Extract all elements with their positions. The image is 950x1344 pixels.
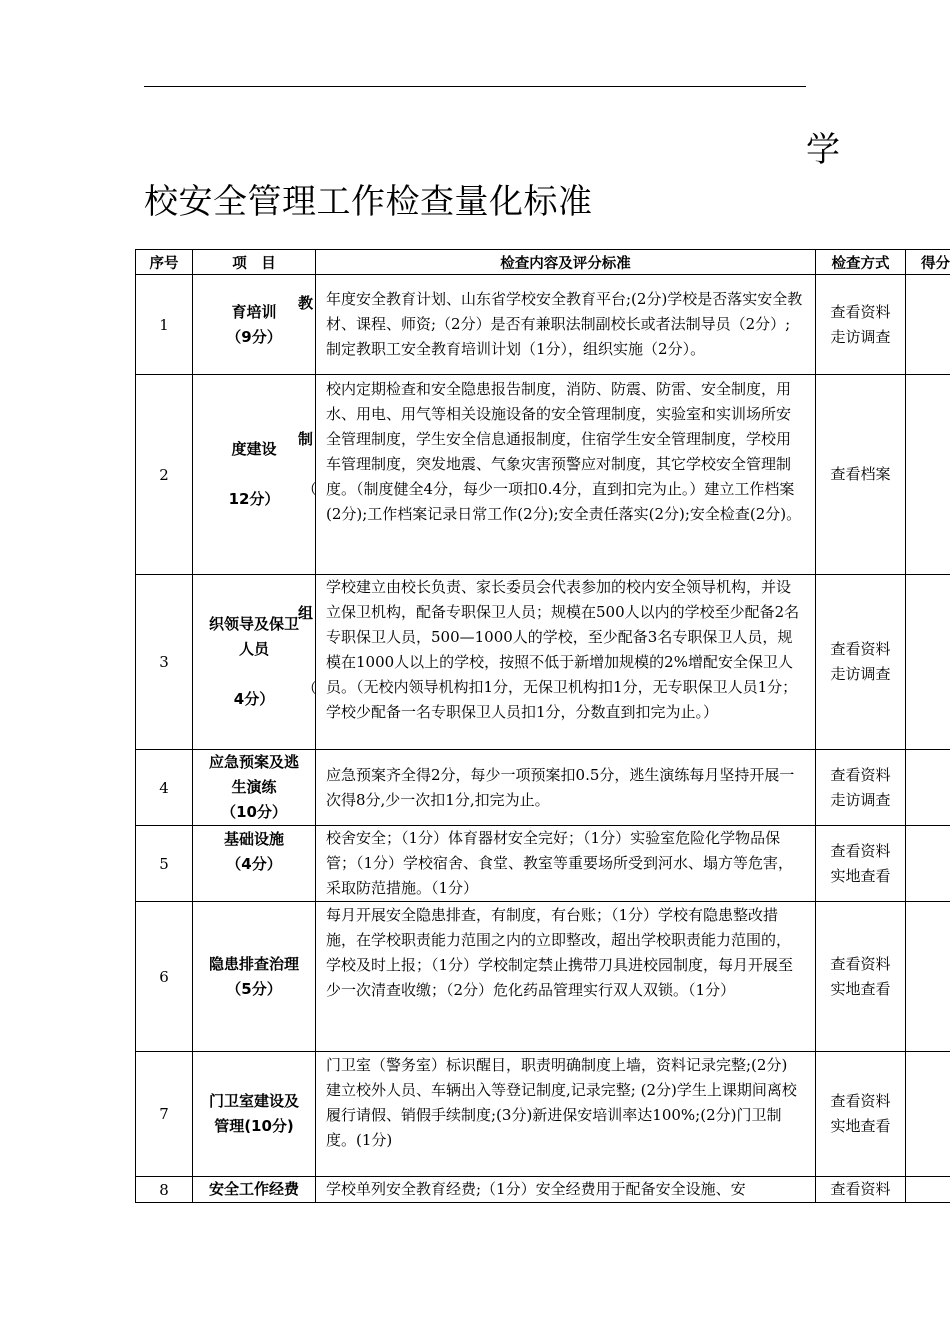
row-item-line: 育培训 [231,302,277,321]
row-method-line: 查看资料 [830,640,891,658]
row-score [906,750,950,826]
row-method-line: 走访调查 [830,665,891,683]
table-header-row [136,250,950,275]
row-content [316,826,816,902]
page-title: 校安全管理工作检查量化标准 [144,182,593,222]
row-content [316,1177,816,1203]
row-item-line: 织领导及保卫 [208,615,299,633]
row-item-line: 度建设 [231,440,277,458]
row-content [316,1052,816,1177]
table-row [136,1177,950,1203]
row-item-line: （4分） [226,855,282,873]
row-score [906,826,950,902]
row-serial: 3 [136,575,193,750]
row-serial: 2 [136,375,193,575]
row-method-line: 查看资料 [830,302,891,321]
row-item-line: 4分） [233,690,275,708]
row-content-text: 校内定期检查和安全隐患报告制度，消防、防震、防雷、安全制度，用水、用电、用气等相关设施设备的安全管理制度，实验室和实训场所安全管理制度，学生安全信息通报制度，住宿学生安全管理制度，学校用车管理制度，突发地震、气象灾害预警应对制度，其它学校安全管理制度。（制度健全4分，每少一项扣0.4分，直到扣完为止。）建立工作档案(2分);工作档案记录日常工作(2分);安全责任落实(2分);安全检查(2分)。 [326,380,802,523]
row-content [298,275,816,375]
header-rule [144,86,806,87]
row-serial: 8 [136,1177,193,1203]
row-method-line: 走访调查 [830,327,891,346]
row-score [906,275,950,375]
row-score [906,575,950,750]
row-method-line: 查看资料 [830,1180,891,1198]
row-method [816,375,906,575]
row-method-line: 实地查看 [830,866,891,885]
table-row [136,902,950,1052]
row-serial: 4 [136,750,193,826]
header-score: 得分 [906,250,950,275]
row-item-line: （9分） [226,327,282,346]
row-item-line: 生演练 [231,778,277,796]
row-item-spill-char: 制 [298,430,314,448]
row-method [816,275,906,375]
row-serial: 5 [136,826,193,902]
row-method [816,575,906,750]
row-serial: 1 [136,275,193,375]
row-method-line: 实地查看 [830,1117,891,1135]
table-row [136,375,950,575]
row-item-spill-char: （ [302,679,318,697]
row-item-line: （10分） [221,803,287,821]
row-content [316,902,816,1052]
row-content-text: 门卫室（警务室）标识醒目，职责明确制度上墙，资料记录完整;(2分) 建立校外人员、车辆出入等登记制度,记录完整; (2分)学生上课期间离校履行请假、销假手续制度;(3分)新进保安培训率达100%;(2分)门卫制度。(1分) [326,1056,797,1149]
row-item [193,1177,316,1203]
header-content: 检查内容及评分标准 [316,250,816,275]
row-item-line: 应急预案及逃 [208,753,299,771]
row-content-text: 学校建立由校长负责、家长委员会代表参加的校内安全领导机构，并设立保卫机构，配备专职保卫人员；规模在500人以内的学校至少配备2名专职保卫人员，500—1000人的学校，至少配备3名专职保卫人员，规模在1000人以上的学校，按照不低于新增加规模的2%增配安全保卫人员。（无校内领导机构扣1分，无保卫机构扣1分，无专职保卫人员1分；学校少配备一名专职保卫人员扣1分，分数直到扣完为止。） [326,578,800,721]
row-serial: 6 [136,902,193,1052]
row-method-line: 查看资料 [830,954,891,973]
table-row [136,826,950,902]
row-score [906,1177,950,1203]
row-method [816,902,906,1052]
row-item [193,750,316,826]
row-method [816,826,906,902]
header-method: 检查方式 [816,250,906,275]
row-method [816,750,906,826]
row-item [193,275,316,375]
inspection-standard-table [135,249,950,1203]
row-score [906,902,950,1052]
row-item-line: 人员 [238,640,269,658]
row-item [193,902,316,1052]
row-item-line: 隐患排查治理 [208,954,299,973]
row-item-line: （5分） [226,979,282,998]
row-method-line: 实地查看 [830,979,891,998]
row-content-text: 学校单列安全教育经费;（1分）安全经费用于配备安全设施、安 [326,1180,746,1198]
row-score [906,375,950,575]
table-row [136,1052,950,1177]
row-content [298,575,816,750]
row-item [193,1052,316,1177]
header-item: 项 目 [193,250,316,275]
row-item-line: 门卫室建设及 [208,1092,299,1110]
header-serial: 序号 [136,250,193,275]
row-content [316,750,816,826]
row-score [906,1052,950,1177]
row-method-line: 查看资料 [830,1092,891,1110]
row-method [816,1052,906,1177]
row-item-line: 安全工作经费 [208,1180,299,1198]
table-row [136,575,950,750]
row-method-line: 走访调查 [830,790,891,809]
title-first-char: 学 [806,130,840,170]
row-method-line: 查看档案 [830,465,891,483]
row-serial: 7 [136,1052,193,1177]
row-item-line: 12分） [228,490,280,508]
row-content [298,375,816,575]
row-item-spill-char: 教 [298,294,314,312]
row-item [193,375,316,575]
row-content-text: 应急预案齐全得2分，每少一项预案扣0.5分，逃生演练每月坚持开展一次得8分,少一次扣1分,扣完为止。 [326,765,795,809]
table-row [136,275,950,375]
row-content-text: 校舍安全；（1分）体育器材安全完好；（1分）实验室危险化学物品保管；（1分）学校宿舍、食堂、教室等重要场所受到河水、塌方等危害，采取防范措施。（1分） [326,829,794,897]
table-row [136,750,950,826]
row-item-line: 管理(10分) [214,1117,294,1135]
row-method [816,1177,906,1203]
row-content-text: 每月开展安全隐患排查，有制度，有台账；（1分）学校有隐患整改措施，在学校职责能力范围之内的立即整改，超出学校职责能力范围的，学校及时上报；（1分）学校制定禁止携带刀具进校园制度，每月开展至少一次清查收缴；（2分）危化药品管理实行双人双锁。（1分） [326,906,794,999]
row-method-line: 查看资料 [830,765,891,784]
row-method-line: 查看资料 [830,841,891,860]
row-item-line: 基础设施 [223,830,284,848]
row-item-spill-char: （ [302,480,318,498]
row-item [193,826,316,902]
row-content-text: 年度安全教育计划、山东省学校安全教育平台;(2分)学校是否落实安全教材、课程、师资;（2分）是否有兼职法制副校长或者法制导员（2分）;制定教职工安全教育培训计划（1分），组织实施（2分）。 [326,290,803,358]
row-item-spill-char: 组 [298,604,314,622]
